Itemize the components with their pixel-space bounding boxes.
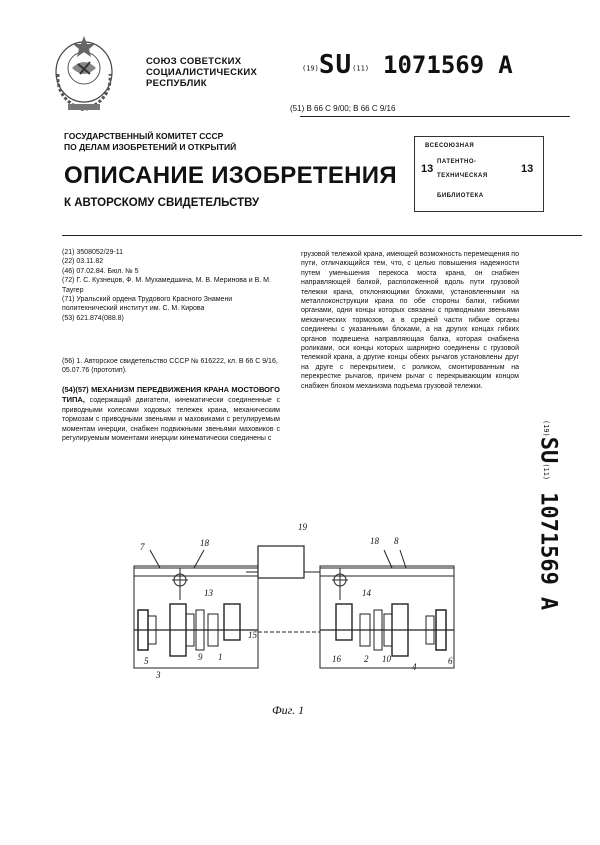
biblio-entry: (21) 3508052/29-11 (62, 249, 123, 256)
stamp-line: БИБЛИОТЕКА (437, 193, 484, 199)
part-label: 18 (370, 536, 379, 546)
part-label: 4 (412, 662, 417, 672)
stamp-number: 13 (421, 163, 434, 175)
org-line: РЕСПУБЛИК (146, 78, 207, 89)
references: (56) 1. Авторское свидетельство СССР № 616222, кл. В 66 С 9/16, 05.07.76 (прототип). (62, 358, 278, 375)
part-label: 10 (382, 654, 391, 664)
stamp-line: ТЕХНИЧЕСКАЯ (437, 173, 488, 179)
kind-code: A (498, 51, 513, 79)
mechanism-drawing (130, 520, 460, 680)
ussr-emblem-icon (48, 28, 120, 120)
part-label: 7 (140, 542, 145, 552)
committee-line: ГОСУДАРСТВЕННЫЙ КОМИТЕТ СССР (64, 131, 224, 141)
part-label: 13 (204, 588, 213, 598)
country-code: SU (318, 50, 353, 80)
kind-code: A (535, 596, 561, 611)
stamp-line: ВСЕСОЮЗНАЯ (425, 143, 475, 149)
part-label: 1 (218, 652, 223, 662)
figure-caption: Фиг. 1 (272, 703, 305, 717)
committee-name (64, 131, 236, 153)
part-label: 15 (248, 630, 257, 640)
ipc-code-label: (51) (290, 104, 305, 113)
document-subtitle: К АВТОРСКОМУ СВИДЕТЕЛЬСТВУ (64, 197, 260, 209)
abstract-right-column: грузовой тележкой крана, имеющей возможность перемещения по пути, отличающийся тем, что, с целью повышения надежности путем уменьшения перекоса моста крана, он снабжен направляющей балкой, расположенной вдоль пути грузовой тележки крана, отклоняющими блоками, установленными на металлоконструкции крана по обе стороны балки, гибкими органами, одни концы которых связаны с приводными звеньями механических тормозов, а в средней части гибкие органы соединены с указанными блоками, а на других концах гибких органов подвешена направляющая балка, которая снабжена роликами, оси концы которых шарнирно соединены с грузовой тележкой крана, а другие концы обеих рычагов установлены друг на друге с перекрытием, с роликом, смонтированным на перекрестке рычагов, причем рычаг с перекрывающим концом снабжен блоком механизма подъема грузовой тележки. (301, 251, 519, 390)
part-label: 6 (448, 656, 453, 666)
document-title: ОПИСАНИЕ ИЗОБРЕТЕНИЯ (64, 162, 397, 189)
motor-box (258, 546, 304, 578)
org-line: СОЦИАЛИСТИЧЕСКИХ (146, 67, 258, 78)
committee-line: ПО ДЕЛАМ ИЗОБРЕТЕНИЙ И ОТКРЫТИЙ (64, 142, 237, 152)
pub-number-code-label: (11) (352, 64, 370, 73)
publication-number (302, 50, 513, 80)
pub-number: 1071569 (535, 492, 561, 585)
ipc-classification (290, 104, 395, 113)
side-publication-number (528, 350, 568, 680)
org-line: СОЮЗ СОВЕТСКИХ (146, 56, 242, 67)
pub-number: 1071569 (383, 51, 485, 79)
abstract-heading: (54)(57) МЕХАНИЗМ ПЕРЕДВИЖЕНИЯ КРАНА МОСТОВОГО ТИПА, (62, 385, 280, 405)
country-code-label: (19) (542, 419, 550, 437)
ipc-text: В 66 С 9/00; В 66 С 9/16 (306, 104, 396, 113)
part-label: 18 (200, 538, 209, 548)
bibliographic-data (62, 248, 280, 323)
part-label: 5 (144, 656, 149, 666)
part-label: 8 (394, 536, 399, 546)
country-code: SU (535, 436, 561, 464)
pub-number-code-label: (11) (542, 463, 550, 481)
part-label: 14 (362, 588, 371, 598)
part-label: 2 (364, 654, 369, 664)
part-label: 16 (332, 654, 341, 664)
stamp-number: 13 (521, 163, 534, 175)
divider (62, 235, 582, 236)
abstract-text: содержащий двигатели, кинематически соединенные с приводными колесами ходовых тележек крана, механическим тормозам с приводными звеньями и маховиками с регулируемым моментам инерции, снабжен подвижными звеньями маховиков с регулируемым моментами инерции кинематически соединены с (62, 397, 280, 443)
org-name (146, 56, 257, 89)
biblio-entry: (22) 03.11.82 (62, 258, 104, 266)
divider (300, 116, 570, 117)
part-label: 3 (156, 670, 161, 680)
stamp-line: ПАТЕНТНО- (437, 159, 477, 165)
library-stamp (414, 136, 544, 212)
part-label: 19 (298, 522, 307, 532)
biblio-entry: (53) 621.874(088.8) (62, 314, 124, 322)
abstract-left-column (62, 385, 280, 443)
biblio-entry: (72) Г. С. Кузнецов, Ф. М. Мухамедшина, М. В. Меринова и В. М. Таугер (62, 277, 271, 294)
biblio-entry: (71) Уральский ордена Трудового Красного Знамени политехнический институт им. С. М. Кирова (62, 296, 233, 313)
country-code-label: (19) (302, 64, 319, 73)
biblio-entry: (46) 07.02.84. Бюл. № 5 (62, 267, 139, 275)
part-label: 9 (198, 652, 203, 662)
